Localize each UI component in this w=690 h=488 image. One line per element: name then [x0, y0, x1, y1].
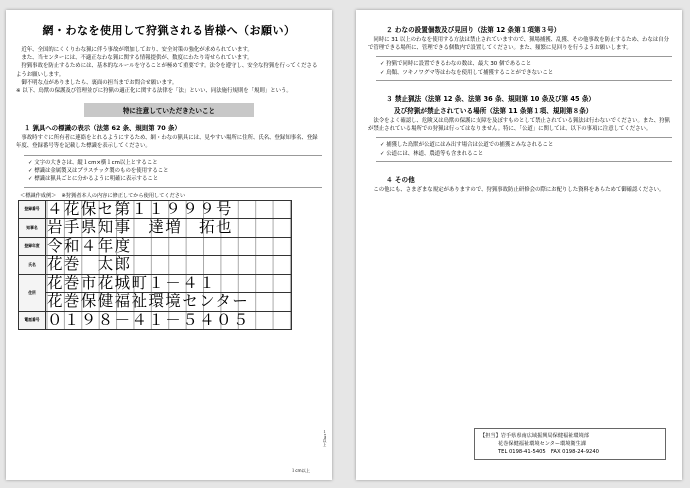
table-row [19, 237, 292, 256]
intro-paragraph-2: また、当センターには、不適正なわな猟に関する情報提供が、数度にわたり寄せられています。 [21, 55, 253, 62]
contact-department: 【担当】岩手県県南広域振興局保健福祉環境部 [480, 433, 589, 439]
section-2-body: 同時に 31 以上のわなを使用する方法は禁止されていますので、猟場捕獲、乱獲、その他事故を防止するため、わなは自分で管理できる場所に、管理できる個数内で設置してください。また、頻繁に見回りを行うようお願いします。 [368, 37, 670, 52]
row-label: 知事名 [19, 219, 46, 238]
check-item: ✓ 鳥類、ツキノワグマ等はわなを使用して捕獲することができないこと [380, 69, 554, 76]
row-label: 登録年度 [19, 237, 46, 256]
dimension-note-bottom: １cm以上 [291, 468, 310, 473]
check-item: ✓ 標識は金属製又はプラスチック製のものを使用すること [28, 167, 169, 174]
intro-paragraph-1: 近年、全国的にくくりわな猟に伴う事故が増加しており、安全対策の強化が求められています。 [21, 47, 253, 53]
row-value: 花巻 太郎 [46, 256, 292, 275]
table-row [19, 256, 292, 275]
table-row [19, 274, 292, 293]
section-1-checklist [24, 155, 322, 188]
section-3-heading: ３ 禁止猟法（法第 12 条、法第 36 条、規則第 10 条及び第 45 条） [386, 95, 596, 103]
row-value: 花巻保健福祉環境センター [46, 293, 292, 312]
row-value: ４花保セ第１１９９９号 [46, 200, 292, 219]
page-title: 網・わなを使用して狩猟される皆様へ（お願い） [42, 24, 296, 37]
section-4-heading: ４ その他 [386, 176, 415, 184]
check-item: ✓ 文字の大きさは、縦１cm×横１cm以上とすること [28, 159, 158, 166]
contact-box [474, 428, 666, 460]
section-3-body: 法令をよく確認し、危険又は鳥獣の保護に支障を及ぼすものとして禁止されている猟法は行わないでください。また、狩猟が禁止されている場所での狩猟は行ってはなりません。特に、「公道」に関しては、以下の事項に注意してください。 [368, 118, 670, 133]
row-value: 令和４年度 [46, 237, 292, 256]
table-row [19, 293, 292, 312]
section-1-heading: １ 猟具への標識の表示（法第 62 条、規則第 70 条） [24, 124, 181, 133]
section-3-heading-2: 及び狩猟が禁止されている場所（法第 11 条第１項、規則第８条） [394, 107, 593, 115]
intro-paragraph-3: 狩猟事故を防止するためには、基本的なルールを守ることが極めて重要です。法令を遵守し、安全な狩猟を行ってくださるようお願いします。 [16, 63, 318, 78]
example-label: ＜標識作成例＞ ※狩猟者本人の内容に修正してから使用してください [20, 192, 186, 199]
check-item: ✓ 標識は猟具ごとに分かるように明確に表示すること [28, 176, 159, 183]
row-label: 登録番号 [19, 200, 46, 219]
section-4-body: この他にも、さまざまな規定がありますので、狩猟事故防止研修会の際にお配りした資料をあらためて御確認ください。 [373, 187, 665, 193]
check-item: ✓ 狩猟で同時に設置できるわなの数は、最大 30 個であること [380, 61, 532, 68]
registration-tag-example [18, 200, 292, 331]
table-row [19, 219, 292, 238]
contact-phone: TEL 0198-41-5405 FAX 0198-24-9240 [498, 449, 599, 455]
table-row [19, 200, 292, 219]
intro-paragraph-4: 御不明な点がありましたら、裏面の担当までお問合せ願います。 [21, 79, 178, 86]
dimension-note-right: １cm以上 [323, 429, 327, 446]
row-value: ０１９８－４１－５４０５ [46, 311, 292, 330]
row-label: 氏名 [19, 256, 46, 275]
section-1-body: 事故時すぐに所有者に連絡をとれるようにするため、網・わなの猟具には、見やすい場所に住所、氏名、登録知事名、登録年度、登録番号等を記載した標識を表示してください。 [16, 135, 318, 150]
intro-note: ※ 以下、鳥獣の保護及び管理並びに狩猟の適正化に関する法律を「法」といい、同法施行規則を「規則」という。 [16, 88, 292, 95]
page-right [356, 10, 682, 480]
section-2-heading: ２ わなの設置個数及び見回り（法第 12 条第１項第３号） [386, 26, 561, 34]
check-item: ✓ 公道には、林道、農道等も含まれること [380, 150, 484, 157]
row-label: 住所 [19, 274, 46, 311]
section-2-checklist [376, 56, 672, 81]
row-label: 電話番号 [19, 311, 46, 330]
check-item: ✓ 捕獲した鳥獣が公道にはみ出す場合は公道での捕獲とみなされること [380, 142, 554, 149]
contact-section: 花巻保健福祉環境センター環境衛生課 [498, 441, 586, 447]
row-value: 花巻市花城町１－４１ [46, 274, 292, 293]
row-value: 岩手県知事 達増 拓也 [46, 219, 292, 238]
section-3-checklist [376, 137, 672, 162]
page-left [6, 10, 332, 480]
notice-banner: 特に注意していただきたいこと [84, 103, 254, 117]
table-row [19, 311, 292, 330]
